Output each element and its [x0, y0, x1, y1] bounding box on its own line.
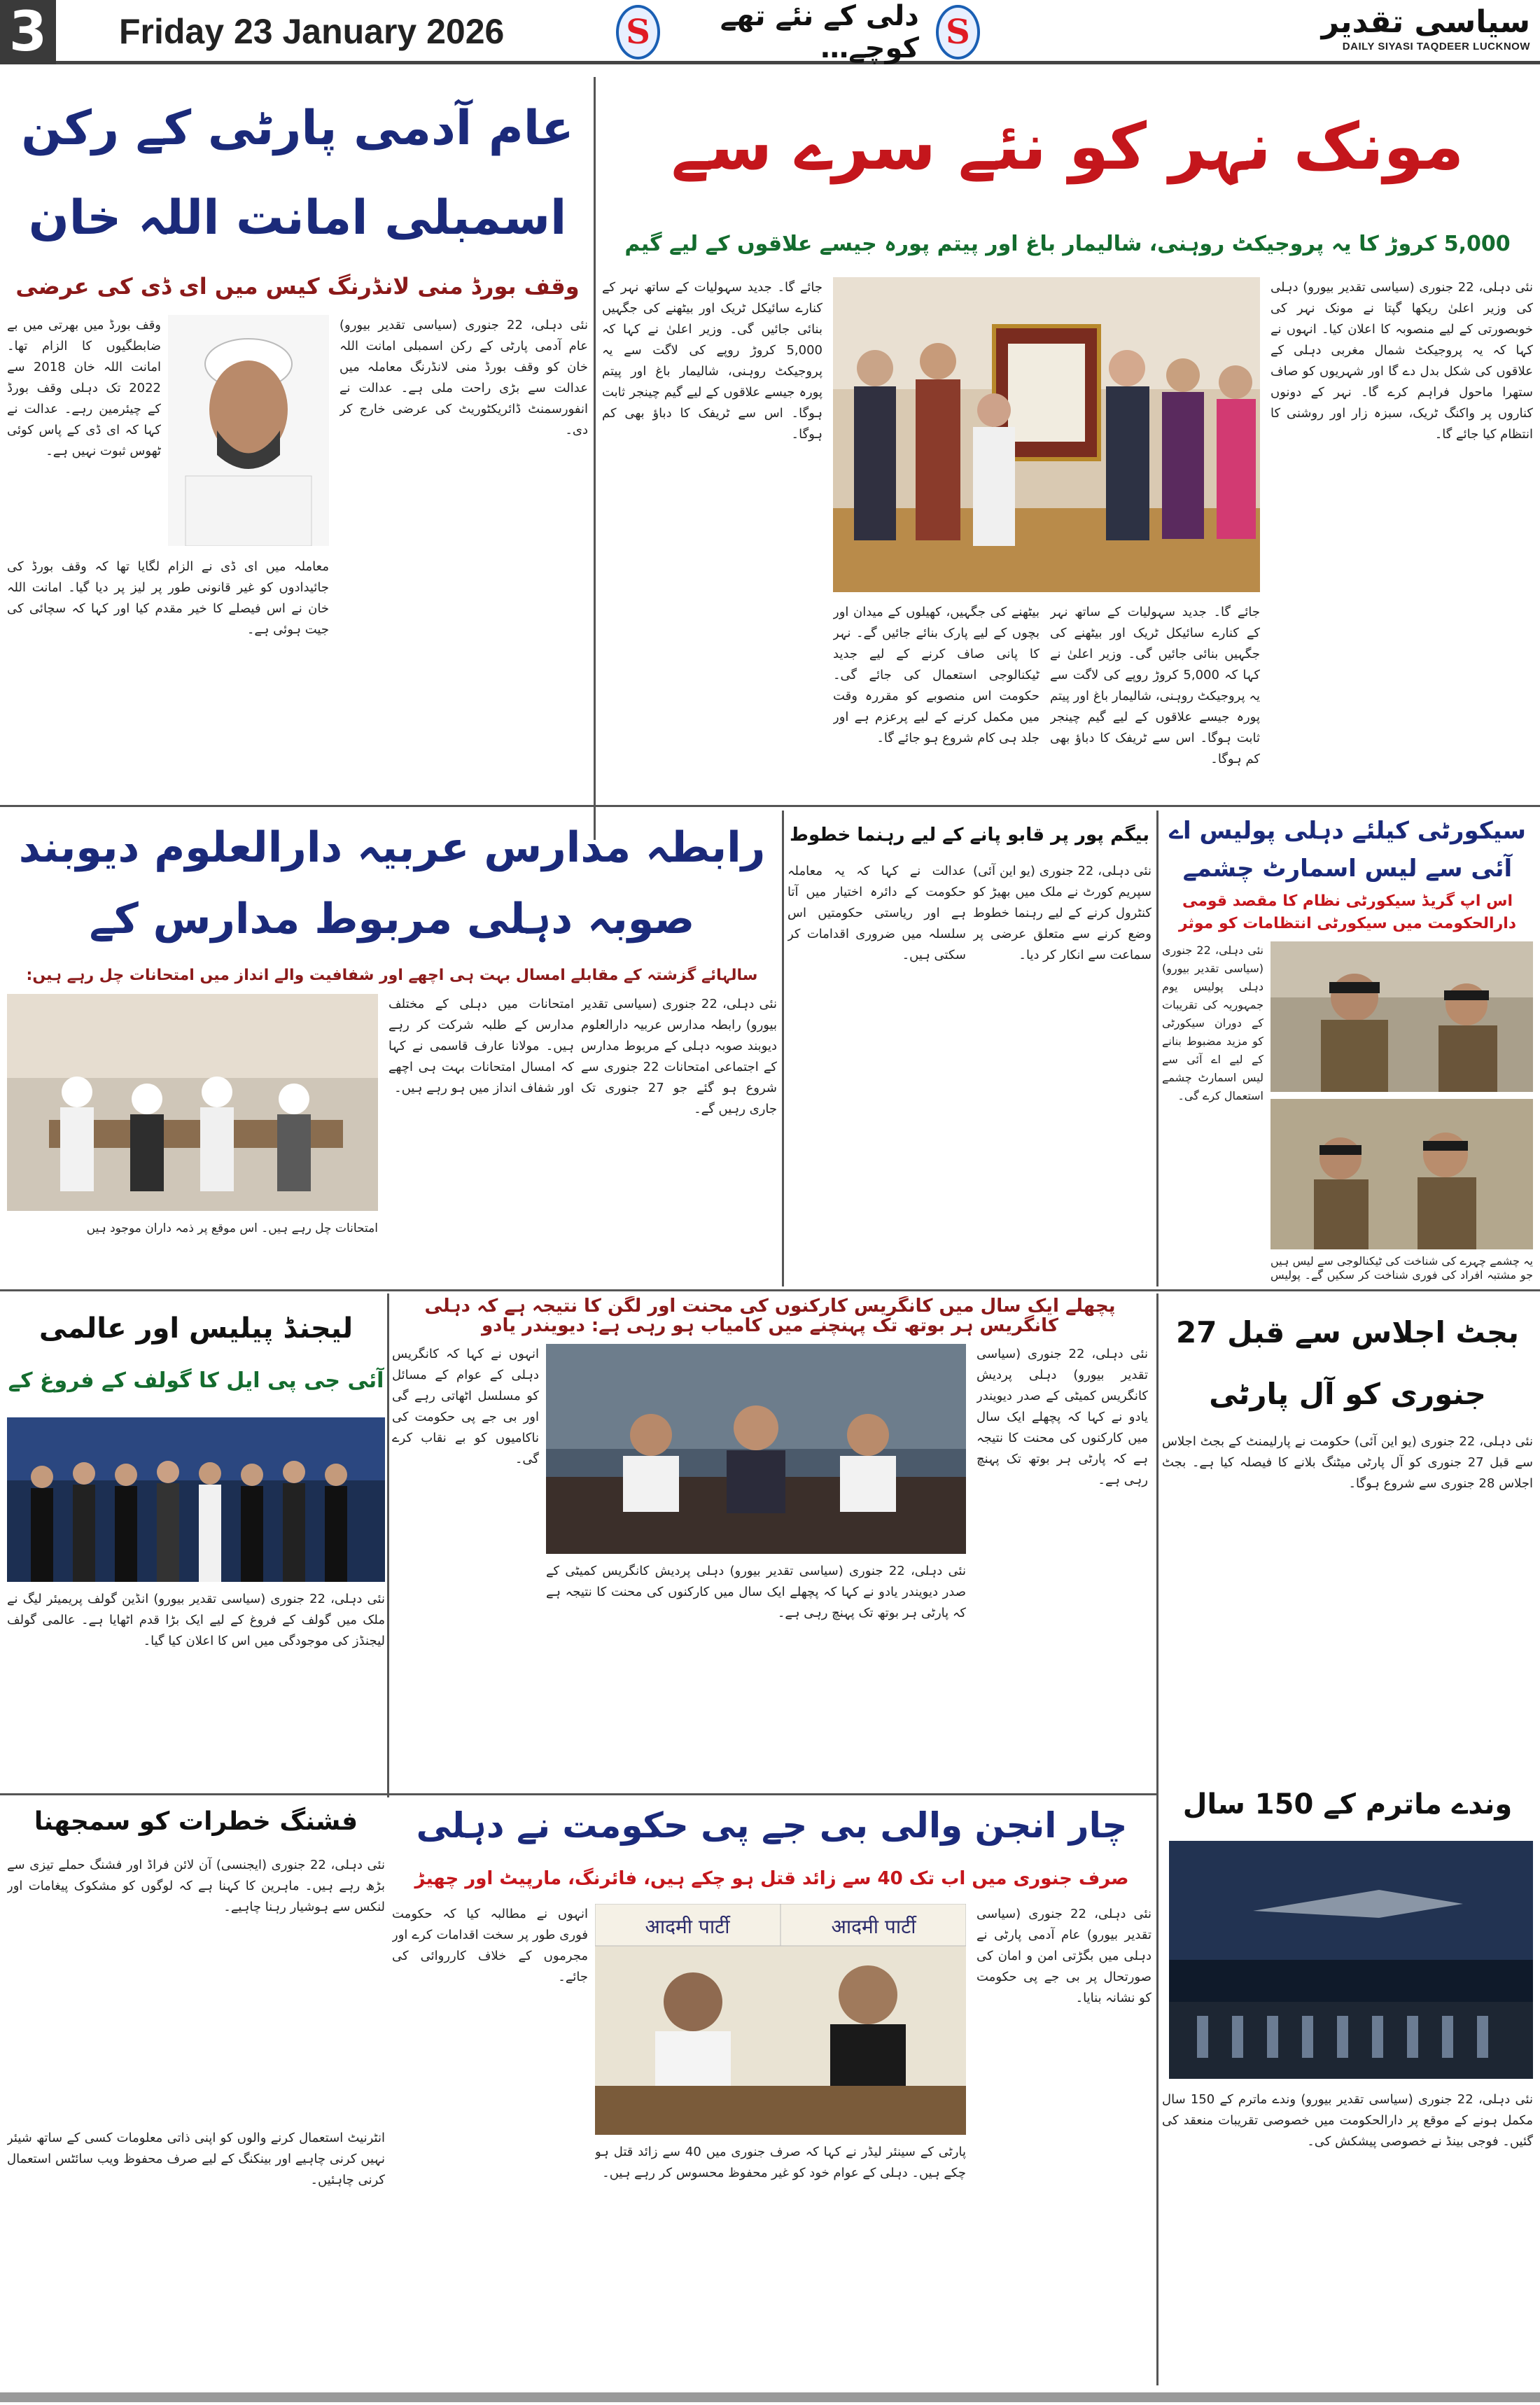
divider — [0, 1793, 1158, 1795]
divider — [0, 1289, 1540, 1291]
police-body-col2: یہ چشمے چہرے کی شناخت کی ٹیکنالوجی سے لیس ہیں جو مشتبہ افراد کی فوری شناخت کر سکیں گے۔ پولیس — [1270, 1254, 1533, 1282]
munak-body-col3: بیٹھنے کی جگہیں، کھیلوں کے میدان اور بچوں کے لیے پارک بنائے جائیں گے۔ نہر کا پانی صاف کرنے کے لیے جدید ٹیکنالوجی استعمال کی جائے گی۔ حکومت اس منصوبے کو مقررہ وقت میں مکمل کرنے کے لیے پرعزم ہے اور جلد ہی کام شروع ہو جائے گا۔ — [833, 605, 1040, 745]
amanatullah-body-col1: نئی دہلی، 22 جنوری (سیاسی تقدیر بیورو) عام آدمی پارٹی کے رکن اسمبلی امانت اللہ خان کو وقف بورڈ منی لانڈرنگ معاملہ میں عدالت سے بڑی راحت ملی ہے۔ عدالت نے انفورسمنٹ ڈائریکٹوریٹ کی عرضی خارج کر دی۔ — [340, 318, 588, 437]
madaris-headline: رابطہ مدارس عربیہ دارالعلوم دیوبند صوبہ دہلی مربوط مدارس کے — [18, 823, 766, 944]
amanatullah-photo — [168, 315, 329, 546]
congress-headline: پچھلے ایک سال میں کانگریس کارکنوں کی محنت اور لگن کا نتیجہ ہے کہ دہلی کانگریس ہر بوتھ تک پہنچنے میں کامیاب ہو رہی ہے: دیویندر یادو — [424, 1296, 1116, 1336]
footer-rule — [0, 2392, 1540, 2402]
aap-photo — [595, 1904, 966, 2135]
munak-photo — [833, 277, 1260, 592]
police-subhead: اس اپ گریڈ سیکورٹی نظام کا مقصد قومی دارالحکومت میں سیکورٹی انتظامات کو موثر — [1178, 892, 1517, 932]
madaris-caption: امتحانات چل رہے ہیں۔ اس موقع پر ذمہ داران موجود ہیں — [86, 1221, 378, 1235]
newspaper-logo-icon-right: S — [936, 5, 980, 59]
budget-headline: بجٹ اجلاس سے قبل 27 جنوری کو آل پارٹی — [1176, 1315, 1519, 1411]
court-headline: بیگم پور پر قابو پانے کے لیے رہنما خطوط — [790, 825, 1149, 846]
page-number: 3 — [0, 0, 56, 64]
madaris-photo — [7, 994, 378, 1211]
aap-banner-left-text: आदमी पार्टी — [645, 1915, 730, 1938]
munak-body-col4: جائے گا۔ جدید سہولیات کے ساتھ نہر کے کنارے سائیکل ٹریک اور بیٹھنے کی جگہیں بنائی جائیں گی۔ وزیر اعلیٰ نے کہا کہ 5,000 کروڑ روپے کی لاگت سے یہ پروجیکٹ روہنی، شالیمار باغ اور پیتم پورہ جیسے علاقوں کے لیے گیم چینجر ثابت ہوگا۔ اس سے ٹریفک کا دباؤ بھی کم ہوگا۔ — [602, 280, 822, 442]
aap-body-col1: نئی دہلی، 22 جنوری (سیاسی تقدیر بیورو) عام آدمی پارٹی نے دہلی میں بگڑتی امن و امان کی صورتحال پر بی جے پی حکومت کو نشانہ بنایا۔ — [976, 1907, 1152, 2005]
fishing-body-col1: نئی دہلی، 22 جنوری (ایجنسی) آن لائن فراڈ اور فشنگ حملے تیزی سے بڑھ رہے ہیں۔ ماہرین کا کہنا ہے کہ لوگوں کو مشکوک پیغامات اور لنکس سے ہوشیار رہنا چاہیے۔ — [7, 1858, 385, 1914]
aap-body-col3: انہوں نے مطالبہ کیا کہ حکومت فوری طور پر سخت اقدامات کرے اور مجرموں کے خلاف کارروائی کی جائے۔ — [392, 1907, 588, 1984]
newspaper-logo-icon: S — [616, 5, 660, 59]
brand-urdu: سیاسی تقدیر — [1321, 4, 1530, 40]
court-body-col2: عدالت نے کہا کہ یہ معاملہ حکومت کے دائرہ اختیار میں آتا ہے اور ریاستی حکومتیں اس سلسلہ میں ضروری اقدامات کر سکتی ہیں۔ — [788, 864, 966, 962]
divider — [782, 811, 784, 1286]
divider — [387, 1293, 389, 1797]
aap-body-col2: پارٹی کے سینئر لیڈر نے کہا کہ صرف جنوری میں 40 سے زائد قتل ہو چکے ہیں۔ دہلی کے عوام خود کو غیر محفوظ محسوس کر رہے ہیں۔ — [595, 2145, 966, 2180]
vandematram-headline: وندے ماترم کے 150 سال — [1182, 1788, 1513, 1821]
amanatullah-headline: عام آدمی پارٹی کے رکن اسمبلی امانت اللہ خان — [21, 101, 574, 246]
madaris-body-col2: امتحانات میں دہلی کے مختلف مدارس کے طلبہ شرکت کر رہے ہیں۔ مولانا عارف قاسمی نے کہا کہ امسال امتحانات بہت ہی اچھے اور شفاف انداز میں ہو رہے ہیں۔ — [388, 997, 574, 1095]
congress-body-col2: انہوں نے کہا کہ کانگریس دہلی کے عوام کے مسائل کو مسلسل اٹھاتی رہے گی اور بی جے پی حکومت کی ناکامیوں کو بے نقاب کرے گی۔ — [392, 1347, 539, 1466]
police-body-col1: نئی دہلی، 22 جنوری (سیاسی تقدیر بیورو) دہلی پولیس یوم جمہوریہ کی تقریبات کے دوران سیکورٹی کو مزید مضبوط بنانے کے لیے اے آئی سے لیس اسمارٹ چشمے استعمال کرے گی۔ — [1162, 944, 1264, 1102]
munak-body-col1: نئی دہلی، 22 جنوری (سیاسی تقدیر بیورو) دہلی کی وزیر اعلیٰ ریکھا گپتا نے مونک نہر کی خوبصورتی کے لیے منصوبہ کا اعلان کیا۔ انہوں نے کہا کہ یہ پروجیکٹ شمال مغربی دہلی کے علاقوں کی شکل بدل دے گا اور شہریوں کو صاف ستھرا ماحول فراہم کرے گا۔ نہر کے دونوں کناروں پر واکنگ ٹریک، سبزہ زار اور روشنی کا انتظام کیا جائے گا۔ — [1270, 280, 1533, 442]
masthead-strip-text: دلی کے نئے تھے کوچے… — [720, 0, 919, 64]
fishing-body-col2: انٹرنیٹ استعمال کرنے والوں کو اپنی ذاتی معلومات کسی کے ساتھ شیئر نہیں کرنی چاہیے اور بینکنگ کے لیے صرف محفوظ ویب سائٹس استعمال کرنی چاہئیں۔ — [7, 2131, 385, 2187]
munak-subhead: 5,000 کروڑ کا یہ پروجیکٹ روہنی، شالیمار باغ اور پیتم پورہ جیسے علاقوں کے لیے گیم — [624, 232, 1511, 256]
vandematram-photo — [1169, 1841, 1533, 2079]
budget-body: نئی دہلی، 22 جنوری (یو این آئی) حکومت نے پارلیمنٹ کے بجٹ اجلاس سے قبل 27 جنوری کو آل پارٹی میٹنگ بلانے کا فیصلہ کیا ہے۔ بجٹ اجلاس 28 جنوری سے شروع ہوگا۔ — [1162, 1434, 1533, 1491]
masthead-strip — [616, 0, 980, 64]
police-photo-2 — [1270, 1099, 1533, 1249]
issue-date: Friday 23 January 2026 — [119, 12, 505, 51]
divider — [1156, 811, 1158, 1286]
golf-headline: لیجنڈ پیلیس اور عالمی — [38, 1312, 354, 1345]
congress-photo — [546, 1344, 966, 1554]
congress-body-col1: نئی دہلی، 22 جنوری (سیاسی تقدیر بیورو) دہلی پردیش کانگریس کمیٹی کے صدر دیویندر یادو نے کہا کہ پچھلے ایک سال میں کارکنوں کی محنت کا نتیجہ ہے کہ پارٹی ہر بوتھ تک پہنچ رہی ہے۔ — [976, 1347, 1148, 1487]
divider — [1156, 1293, 1158, 2385]
madaris-body-col1: نئی دہلی، 22 جنوری (سیاسی تقدیر بیورو) رابطہ مدارس عربیہ دارالعلوم دیوبند صوبہ دہلی کے مربوط مدارس کے اجتماعی امتحانات 22 جنوری سے شروع ہو گئے جو 27 جنوری تک جاری رہیں گے۔ — [581, 997, 777, 1116]
aap-banner-right-text: आदमी पार्टी — [831, 1915, 916, 1938]
aap-subhead: صرف جنوری میں اب تک 40 سے زائد قتل ہو چکے ہیں، فائرنگ، مارپیٹ اور چھیڑ — [414, 1868, 1129, 1889]
masthead — [0, 0, 1540, 64]
divider — [594, 77, 596, 840]
amanatullah-body-col2: وقف بورڈ میں بھرتی میں بے ضابطگیوں کا الزام تھا۔ امانت اللہ خان 2018 سے 2022 تک دہلی وقف بورڈ کے چیئرمین رہے۔ عدالت نے کہا کہ ای ڈی کے پاس کوئی ٹھوس ثبوت نہیں ہے۔ — [7, 318, 161, 458]
brand-english: DAILY SIYASI TAQDEER LUCKNOW — [1342, 41, 1530, 52]
aap-headline: چار انجن والی بی جے پی حکومت نے دہلی — [416, 1805, 1128, 1846]
munak-headline: مونک نہر کو نئے سرے سے — [671, 109, 1464, 184]
congress-body-col3: نئی دہلی، 22 جنوری (سیاسی تقدیر بیورو) دہلی پردیش کانگریس کمیٹی کے صدر دیویندر یادو نے کہا کہ پچھلے ایک سال میں کارکنوں کی محنت کا نتیجہ ہے کہ پارٹی ہر بوتھ تک پہنچ رہی ہے۔ — [546, 1564, 966, 1620]
police-headline: سیکورٹی کیلئے دہلی پولیس اے آئی سے لیس اسمارٹ چشمے — [1169, 817, 1526, 883]
golf-body-col1: نئی دہلی، 22 جنوری (سیاسی تقدیر بیورو) انڈین گولف پریمیئر لیگ نے ملک میں گولف کے فروغ کے لیے ایک بڑا قدم اٹھایا ہے۔ عالمی گولف لیجنڈز کی موجودگی میں اس کا اعلان کیا گیا۔ — [7, 1592, 385, 1648]
divider — [0, 805, 1540, 807]
fishing-headline: فشنگ خطرات کو سمجھنا — [34, 1807, 358, 1836]
madaris-subhead: سالہائے گزشتہ کے مقابلے امسال بہت ہی اچھے اور شفافیت والے انداز میں امتحانات چل رہے ہیں: — [26, 967, 758, 984]
golf-subhead: آئی جی پی ایل کا گولف کے فروغ کے — [8, 1368, 384, 1393]
court-body-col1: نئی دہلی، 22 جنوری (یو این آئی) سپریم کورٹ نے ملک میں بھیڑ کو کنٹرول کرنے کے لیے رہنما خطوط وضع کرنے سے متعلق عرضی پر سماعت سے انکار کر دیا۔ — [973, 864, 1152, 962]
vandematram-body: نئی دہلی، 22 جنوری (سیاسی تقدیر بیورو) وندے ماترم کے 150 سال مکمل ہونے کے موقع پر دارالحکومت میں خصوصی تقریبات منعقد کی گئیں۔ فوجی بینڈ نے خصوصی پیشکش کی۔ — [1162, 2092, 1533, 2149]
police-photo-1 — [1270, 941, 1533, 1092]
munak-body-col2: جائے گا۔ جدید سہولیات کے ساتھ نہر کے کنارے سائیکل ٹریک اور بیٹھنے کی جگہیں بنائی جائیں گی۔ وزیر اعلیٰ نے کہا کہ 5,000 کروڑ روپے کی لاگت سے یہ پروجیکٹ روہنی، شالیمار باغ اور پیتم پورہ جیسے علاقوں کے لیے گیم چینجر ثابت ہوگا۔ اس سے ٹریفک کا دباؤ بھی کم ہوگا۔ — [1050, 605, 1260, 766]
brand — [1320, 4, 1530, 60]
amanatullah-body-col3: معاملہ میں ای ڈی نے الزام لگایا تھا کہ وقف بورڈ کی جائیدادوں کو غیر قانونی طور پر لیز پر دیا گیا۔ امانت اللہ خان نے اس فیصلے کا خیر مقدم کیا اور کہا کہ سچائی کی جیت ہوئی ہے۔ — [7, 559, 329, 637]
golf-photo — [7, 1417, 385, 1582]
amanatullah-subhead: وقف بورڈ منی لانڈرنگ کیس میں ای ڈی کی عرضی — [15, 273, 580, 300]
